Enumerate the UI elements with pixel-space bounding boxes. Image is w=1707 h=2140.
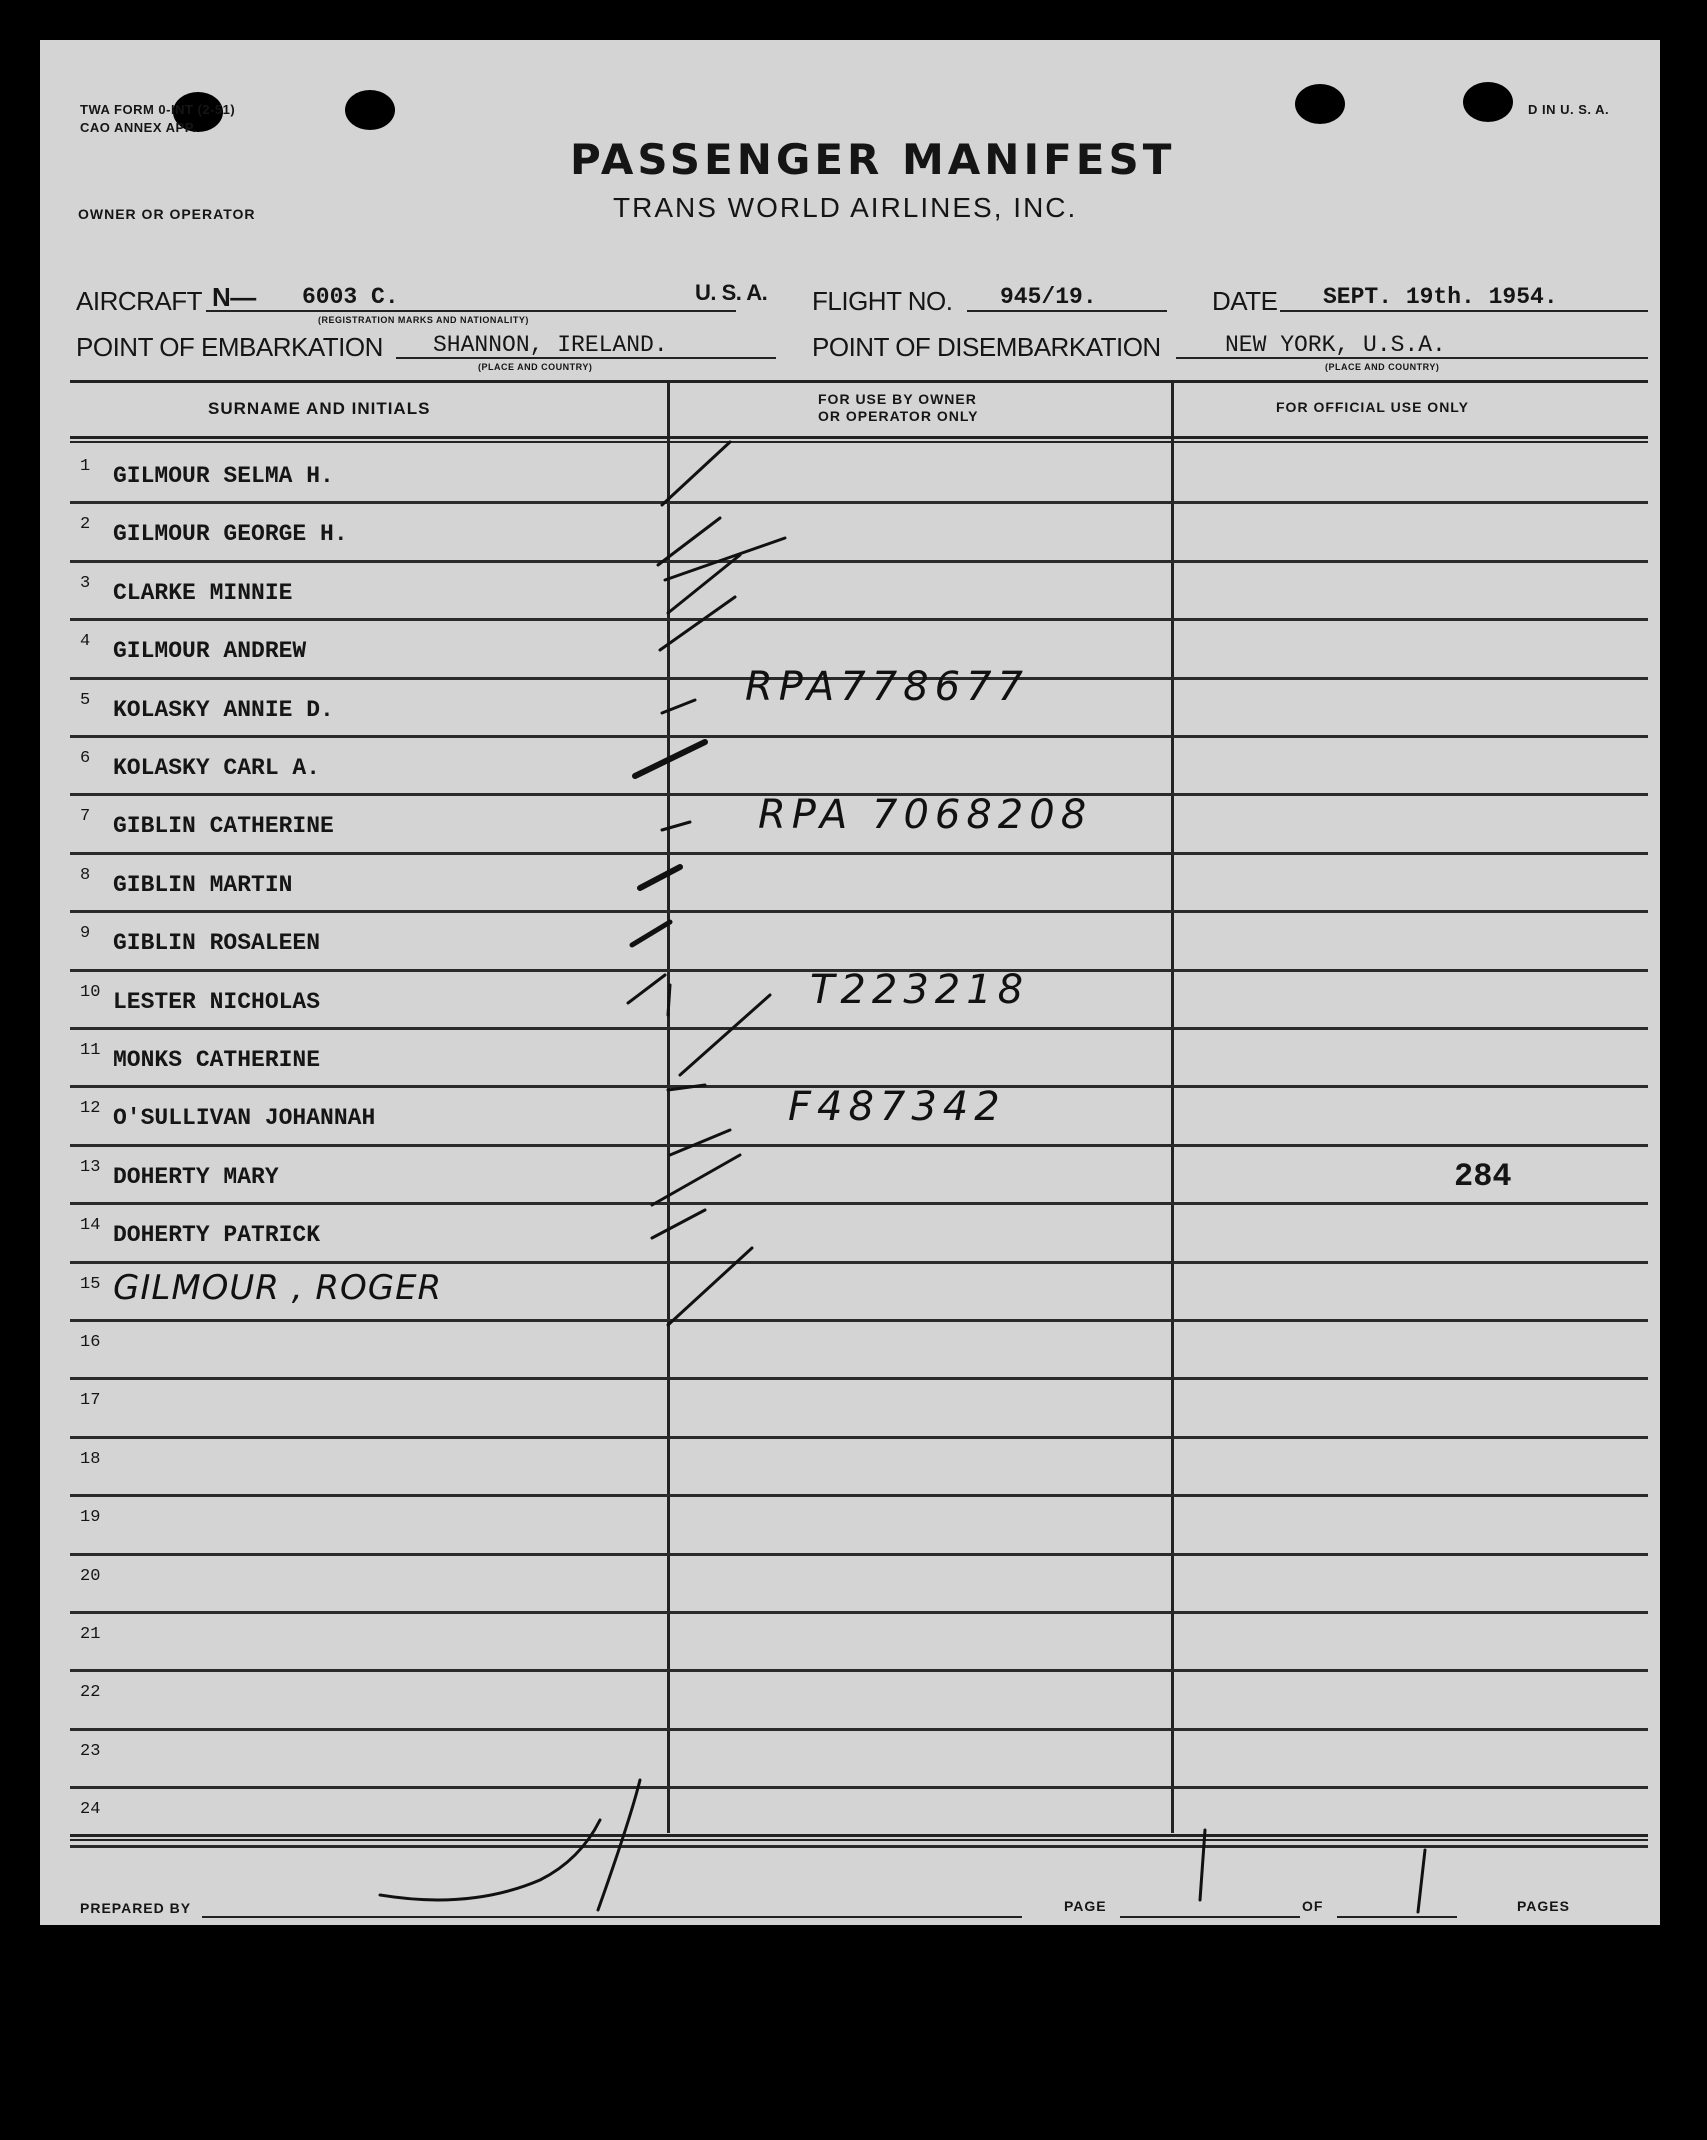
row-number: 15: [80, 1274, 101, 1294]
pages-label: PAGES: [1517, 1898, 1570, 1914]
row-number: 18: [80, 1449, 101, 1469]
row-number: 2: [80, 515, 91, 535]
form-id-line1: TWA FORM 0-INT (2-51): [80, 102, 236, 117]
form-id-line2: CAO ANNEX APP.: [80, 120, 197, 135]
passenger-name: GIBLIN ROSALEEN: [113, 930, 321, 957]
row-number: 8: [80, 865, 91, 885]
owner-operator-label: OWNER OR OPERATOR: [78, 206, 256, 222]
row-number: 19: [80, 1508, 101, 1528]
airline-name: TRANS WORLD AIRLINES, INC.: [613, 192, 1078, 223]
passenger-name: GILMOUR ANDREW: [113, 638, 307, 665]
aircraft-label: AIRCRAFT: [76, 286, 202, 316]
row-number: 21: [80, 1625, 101, 1644]
handwritten-note-row12: F487342: [788, 1084, 1006, 1130]
row-number: 5: [80, 690, 91, 710]
disembarkation-label: POINT OF DISEMBARKATION: [812, 332, 1161, 362]
row-number: 23: [80, 1741, 101, 1761]
aircraft-registration: 6003 C.: [302, 284, 399, 310]
row-number: 20: [80, 1566, 101, 1586]
handwritten-note-row7: RPA 7068208: [758, 792, 1093, 838]
row-number: 10: [80, 982, 101, 1002]
passenger-name: DOHERTY MARY: [113, 1163, 279, 1190]
flight-no-label: FLIGHT NO.: [812, 286, 953, 316]
row-number: 16: [80, 1333, 101, 1352]
embarkation-value: SHANNON, IRELAND.: [433, 332, 668, 358]
passenger-name: DOHERTY PATRICK: [113, 1222, 321, 1249]
passenger-name: LESTER NICHOLAS: [113, 988, 321, 1015]
row-number: 17: [80, 1391, 101, 1411]
row-number: 13: [80, 1157, 101, 1177]
row-number: 6: [80, 749, 91, 768]
aircraft-prefix: N—: [212, 282, 256, 312]
passenger-name: GILMOUR SELMA H.: [113, 463, 334, 489]
passenger-name: MONKS CATHERINE: [113, 1047, 321, 1073]
date-value: SEPT. 19th. 1954.: [1323, 284, 1558, 310]
disembarkation-value: NEW YORK, U.S.A.: [1225, 332, 1446, 358]
prepared-by-label: PREPARED BY: [80, 1900, 192, 1916]
row-number: 14: [80, 1216, 101, 1236]
passenger-name: KOLASKY ANNIE D.: [113, 696, 334, 723]
passenger-name: GILMOUR GEORGE H.: [113, 521, 348, 548]
row-number: 24: [80, 1800, 101, 1820]
pen-check-marks: [40, 40, 1660, 1925]
handwritten-row15-name: GILMOUR , ROGER: [113, 1268, 443, 1308]
col-header-owner-use-1: FOR USE BY OWNER: [818, 391, 977, 407]
of-label: OF: [1302, 1898, 1324, 1914]
place-caption-embark: (PLACE AND COUNTRY): [478, 362, 593, 372]
row-number: 1: [80, 457, 91, 476]
date-label: DATE: [1212, 286, 1278, 316]
embarkation-label: POINT OF EMBARKATION: [76, 332, 383, 362]
row-number: 4: [80, 632, 91, 652]
place-caption-disembark: (PLACE AND COUNTRY): [1325, 362, 1440, 372]
printed-in: D IN U. S. A.: [1528, 102, 1610, 117]
passenger-name: GIBLIN MARTIN: [113, 871, 293, 898]
handwritten-note-row10: T223218: [810, 967, 1030, 1013]
registration-caption: (REGISTRATION MARKS AND NATIONALITY): [318, 315, 529, 325]
row-number: 7: [80, 807, 91, 827]
col-header-surname: SURNAME AND INITIALS: [208, 399, 431, 418]
row-number: 22: [80, 1683, 101, 1703]
row-number: 11: [80, 1041, 101, 1060]
official-number: 284: [1454, 1158, 1512, 1195]
row-number: 12: [80, 1099, 101, 1119]
col-header-official: FOR OFFICIAL USE ONLY: [1276, 399, 1469, 415]
page-label: PAGE: [1064, 1898, 1107, 1914]
page-title: PASSENGER MANIFEST: [570, 135, 1176, 184]
passenger-name: CLARKE MINNIE: [113, 579, 293, 606]
row-number: 9: [80, 924, 91, 944]
passenger-name: GIBLIN CATHERINE: [113, 813, 334, 840]
nationality: U. S. A.: [695, 280, 768, 305]
row-number: 3: [80, 573, 91, 593]
manifest-sheet: [40, 40, 1660, 1925]
col-header-owner-use-2: OR OPERATOR ONLY: [818, 408, 979, 424]
flight-no-value: 945/19.: [1000, 284, 1097, 310]
handwritten-note-row5: RPA778677: [745, 664, 1029, 710]
passenger-name: KOLASKY CARL A.: [113, 755, 321, 781]
passenger-name: O'SULLIVAN JOHANNAH: [113, 1105, 376, 1132]
